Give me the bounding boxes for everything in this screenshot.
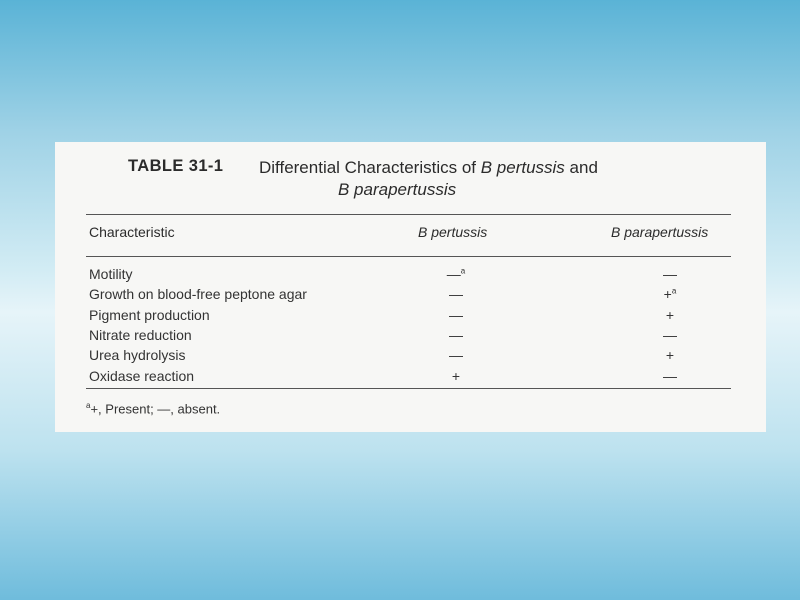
top-rule	[86, 214, 731, 215]
table-row	[55, 347, 766, 367]
bottom-rule	[86, 388, 731, 389]
footnote-ref: a	[460, 266, 466, 276]
b-pertussis-cell	[443, 327, 469, 343]
footnote-ref: a	[671, 286, 677, 296]
header-b-pertussis: B pertussis	[418, 224, 488, 240]
table-row	[55, 286, 766, 306]
b-parapertussis-cell-value: +	[665, 347, 675, 364]
characteristic-cell	[89, 327, 192, 343]
b-pertussis-cell	[443, 266, 469, 282]
b-parapertussis-cell	[657, 368, 683, 384]
table-row	[55, 266, 766, 286]
characteristic-cell-value: Pigment production	[89, 306, 210, 323]
table-row	[55, 327, 766, 347]
table-row	[55, 368, 766, 388]
b-pertussis-cell	[443, 368, 469, 384]
table-card	[55, 142, 766, 432]
b-parapertussis-cell-value: +	[663, 286, 672, 303]
b-parapertussis-cell	[657, 327, 683, 343]
characteristic-cell	[89, 286, 307, 302]
b-pertussis-cell-value: —	[449, 326, 463, 343]
b-parapertussis-cell-value: +	[665, 306, 675, 323]
b-parapertussis-cell-value: —	[663, 367, 677, 384]
table-title	[259, 157, 719, 201]
b-pertussis-cell-value: +	[451, 367, 461, 384]
footnote-text: +, Present; —, absent.	[90, 401, 221, 417]
b-parapertussis-cell	[657, 266, 683, 282]
b-pertussis-cell	[443, 347, 469, 363]
b-pertussis-cell-value: —	[449, 286, 463, 303]
characteristic-cell-value: Growth on blood-free peptone agar	[89, 286, 307, 303]
b-parapertussis-cell-value: —	[663, 266, 677, 282]
characteristic-cell-value: Motility	[89, 266, 133, 282]
table-row	[55, 307, 766, 327]
title-species-1: B pertussis	[480, 158, 565, 177]
table-number: TABLE 31-1	[128, 157, 224, 175]
b-parapertussis-cell-value: —	[663, 326, 677, 343]
characteristic-cell-value: Oxidase reaction	[89, 367, 195, 384]
b-pertussis-cell-value: —	[449, 306, 463, 323]
header-characteristic: Characteristic	[89, 224, 175, 240]
characteristic-cell	[89, 307, 210, 323]
title-and: and	[564, 158, 598, 177]
characteristic-cell-value: Nitrate reduction	[89, 326, 192, 343]
characteristic-cell	[89, 266, 133, 282]
footnote	[86, 401, 220, 416]
title-prefix: Differential Characteristics of	[259, 158, 481, 177]
b-pertussis-cell	[443, 307, 469, 323]
b-pertussis-cell-value: —	[449, 347, 463, 364]
header-b-parapertussis: B parapertussis	[611, 224, 709, 240]
title-species-2: B parapertussis	[338, 180, 457, 199]
b-pertussis-cell	[443, 286, 469, 302]
b-parapertussis-cell	[657, 307, 683, 323]
b-parapertussis-cell	[657, 286, 683, 302]
characteristic-cell	[89, 347, 185, 363]
header-rule	[86, 256, 731, 257]
characteristic-cell-value: Urea hydrolysis	[89, 347, 186, 364]
characteristic-cell	[89, 368, 194, 384]
footnote-marker: a	[86, 401, 91, 410]
b-parapertussis-cell	[657, 347, 683, 363]
b-pertussis-cell-value: —	[446, 266, 461, 282]
